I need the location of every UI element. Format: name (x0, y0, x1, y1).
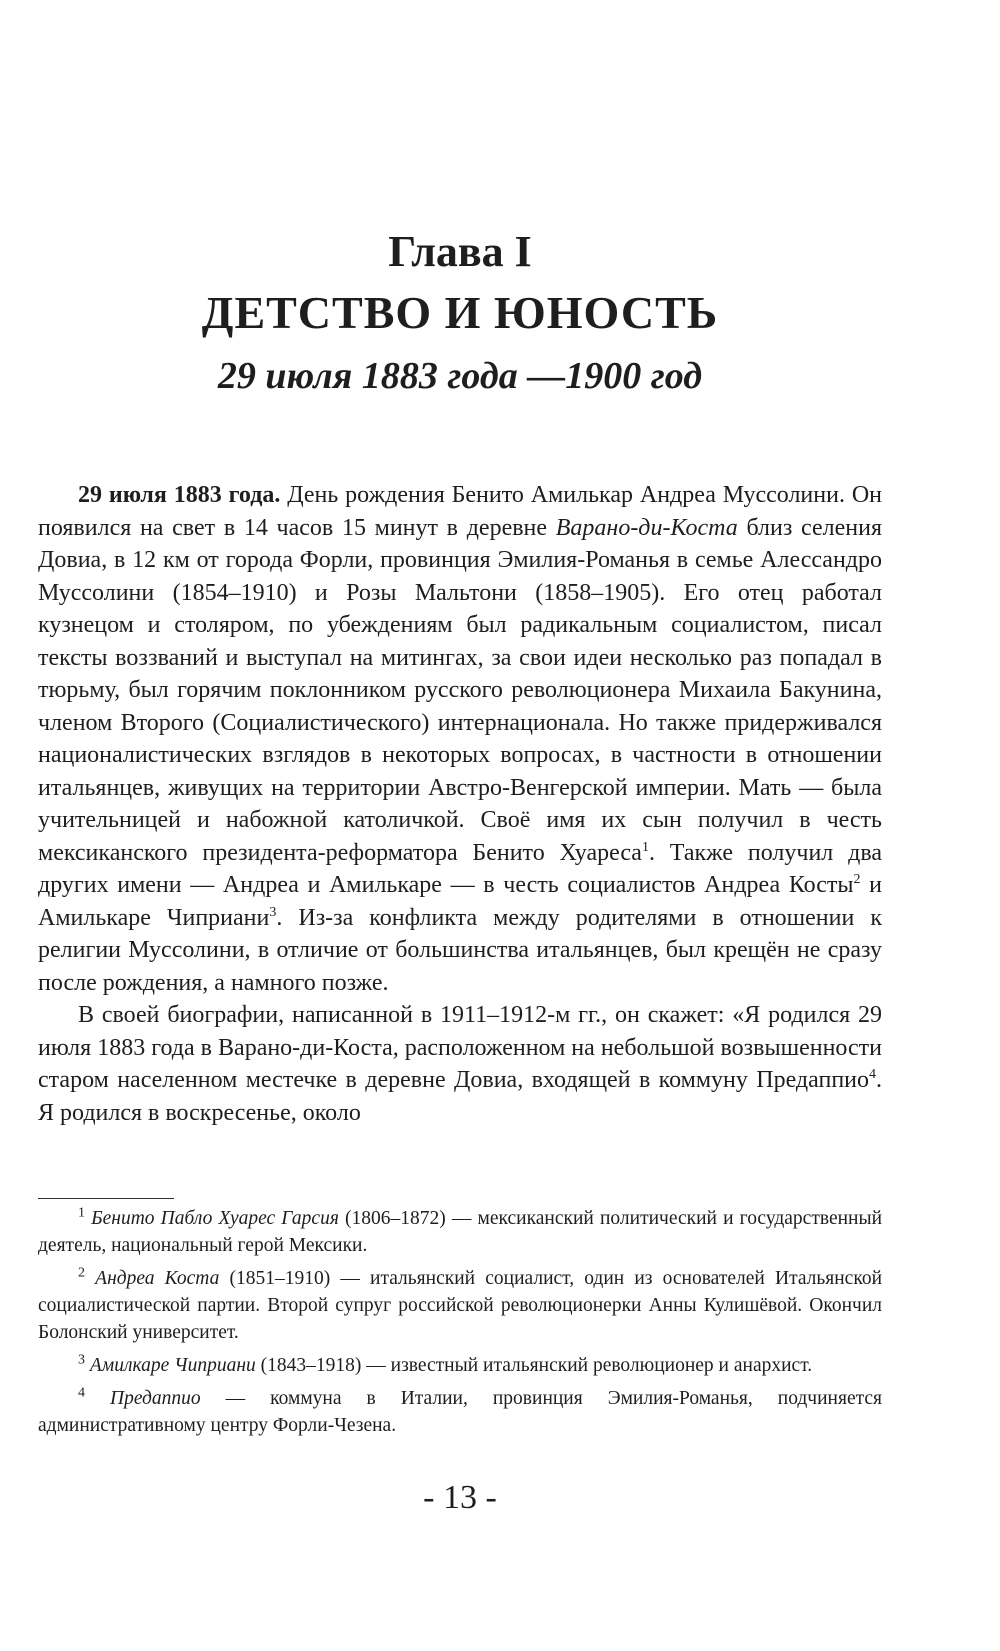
footnote-number: 3 (78, 1352, 85, 1368)
footnote-ref-1[interactable]: 1 (641, 839, 649, 855)
footnote-text: (1851–1910) — итальянский социалист, один из основателей Итальянской социалистической партии. Второй супруг российской революционерки Анны Кулишёвой. Окончил Болонский университет. (38, 1268, 883, 1343)
footnote-number: 4 (78, 1385, 85, 1401)
footnote-name: Андреа Коста (95, 1268, 220, 1289)
chapter-number: Глава I (388, 227, 532, 276)
place-name: Варано-ди-Коста (555, 514, 738, 541)
text-run: . Также получил два других имени — Андреа и Амилькаре — в честь социалистов Андреа Косты (38, 839, 882, 898)
text-run: близ селения Довиа, в 12 км от города Форли, провинция Эмилия-Романья в семье Алессандро Муссолини (1854–1910) и Розы Мальтони (1858–1905). Его отец работал кузнецом и столяром, по убеждениям был радикальным социалистом, писал тексты воззваний и выступал на митингах, за свои идеи несколько раз попадал в тюрьму, был горячим поклонником русского революционера Михаила Бакунина, членом Второго (Социалистического) интернационала. Но также придерживался националистических взглядов в некоторых вопросах, в частности в отношении итальянцев, живущих на территории Австро-Венгерской империи. Мать — была учительницей и набожной католичкой. Своё имя их сын получил в честь мексиканского президента-реформатора Бенито Хуареса (38, 514, 882, 866)
footnote-1 (38, 1205, 882, 1259)
chapter-heading (38, 222, 882, 408)
lead-date: 29 июля 1883 года. (78, 482, 281, 508)
text-run: День рождения Бенито Амилькар Андреа Муссолини. Он появился на свет в 14 часов 15 минут в деревне (38, 482, 882, 541)
text-run: и Амилькаре Чиприани (38, 872, 883, 931)
page-number: - 13 - (423, 1479, 497, 1516)
footnote-text: (1806–1872) — мексиканский политический и государственный деятель, национальный герой Мексики. (38, 1208, 883, 1256)
footnote-3 (38, 1352, 882, 1379)
footnote-name: Амилкаре Чиприани (89, 1355, 256, 1376)
footnote-divider (38, 1198, 174, 1199)
paragraph-1 (38, 479, 882, 999)
body-text (38, 479, 882, 1129)
text-run: . Я родился в воскресенье, около (38, 1067, 882, 1126)
footnote-2 (38, 1265, 882, 1346)
footnote-number: 2 (78, 1265, 85, 1281)
footnote-4 (38, 1385, 882, 1439)
footnote-ref-4[interactable]: 4 (869, 1067, 876, 1082)
footnotes (38, 1205, 882, 1445)
footnote-name: Бенито Пабло Хуарес Гарсия (91, 1208, 339, 1229)
footnote-number: 1 (78, 1205, 85, 1221)
book-page (38, 0, 882, 1651)
footnote-ref-3[interactable]: 3 (269, 904, 277, 920)
footnote-ref-2[interactable]: 2 (853, 872, 861, 887)
chapter-dates: 29 июля 1883 года —1900 год (217, 355, 703, 397)
footnote-name: Предаппио (110, 1388, 201, 1409)
paragraph-2 (38, 999, 882, 1129)
chapter-title: ДЕТСТВО И ЮНОСТЬ (201, 287, 719, 338)
footnote-text: — коммуна в Италии, провинция Эмилия-Романья, подчиняется административному центру Форли-Чезена. (38, 1388, 882, 1436)
text-run: В своей биографии, написанной в 1911–1912-м гг., он скажет: «Я родился 29 июля 1883 года в Варано-ди-Коста, расположенном на небольшой возвышенности старом населенном местечке в деревне Довиа, входящей в коммуну Предаппио (38, 1002, 882, 1093)
text-run: . Из-за конфликта между родителями в отношении к религии Муссолини, в отличие от большинства итальянцев, был крещён не сразу после рождения, а намного позже. (38, 904, 882, 996)
footnote-text: (1843–1918) — известный итальянский революционер и анархист. (255, 1355, 813, 1376)
